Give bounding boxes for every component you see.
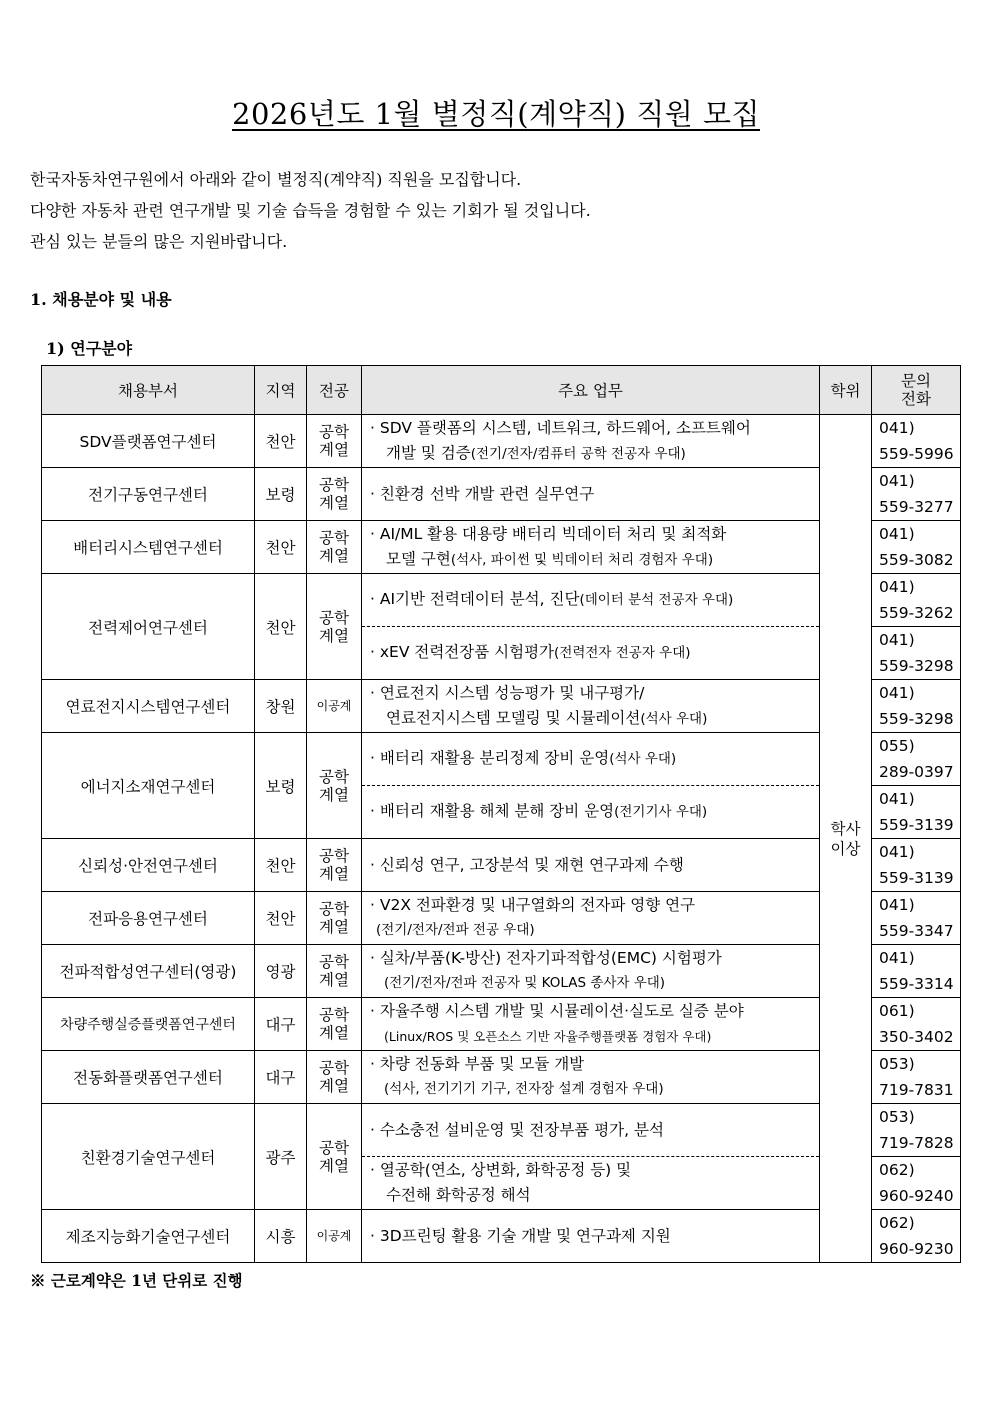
- contact-cell: 041) 559-3347: [872, 892, 961, 945]
- dept-cell: 차량주행실증플랫폼연구센터: [42, 998, 255, 1051]
- contact-cell: 041) 559-3277: [872, 468, 961, 521]
- dept-cell: 전파응용연구센터: [42, 892, 255, 945]
- contact-cell: 041) 559-3298: [872, 680, 961, 733]
- duty-cell: · 실차/부품(K-방산) 전자기파적합성(EMC) 시험평가 (전기/전자/전파 전공자 및 KOLAS 종사자 우대): [362, 945, 820, 998]
- contact-cell: 062) 960-9240: [872, 1157, 961, 1210]
- contract-note: ※ 근로계약은 1년 단위로 진행: [30, 1271, 243, 1290]
- major-cell: 공학 계열: [307, 1051, 362, 1104]
- major-cell: 공학 계열: [307, 998, 362, 1051]
- header-dept: 채용부서: [42, 366, 255, 415]
- region-cell: 창원: [255, 680, 307, 733]
- intro-line: 다양한 자동차 관련 연구개발 및 기술 습득을 경험할 수 있는 기회가 될 것입니다.: [30, 201, 591, 220]
- region-cell: 보령: [255, 733, 307, 839]
- duty-cell: · 자율주행 시스템 개발 및 시뮬레이션·실도로 실증 분야 (Linux/ROS 및 오픈소스 기반 자율주행플랫폼 경험자 우대): [362, 998, 820, 1051]
- subsection-heading: 1) 연구분야: [46, 339, 133, 358]
- dept-cell: 배터리시스템연구센터: [42, 521, 255, 574]
- intro-line: 관심 있는 분들의 많은 지원바랍니다.: [30, 232, 288, 251]
- dept-cell: 제조지능화기술연구센터: [42, 1210, 255, 1263]
- dept-cell: 전기구동연구센터: [42, 468, 255, 521]
- major-cell: 공학 계열: [307, 839, 362, 892]
- region-cell: 천안: [255, 521, 307, 574]
- dept-cell: 전파적합성연구센터(영광): [42, 945, 255, 998]
- region-cell: 천안: [255, 892, 307, 945]
- contact-cell: 041) 559-3298: [872, 627, 961, 680]
- table-row: [42, 415, 961, 468]
- region-cell: 천안: [255, 839, 307, 892]
- contact-cell: 041) 559-3262: [872, 574, 961, 627]
- contact-cell: 053) 719-7831: [872, 1051, 961, 1104]
- duty-cell: · xEV 전력전장품 시험평가(전력전자 전공자 우대): [362, 627, 820, 680]
- section-heading: 1. 채용분야 및 내용: [30, 290, 172, 309]
- duty-cell: · 수소충전 설비운영 및 전장부품 평가, 분석: [362, 1104, 820, 1157]
- duty-cell: · SDV 플랫폼의 시스템, 네트워크, 하드웨어, 소프트웨어 개발 및 검증(전기/전자/컴퓨터 공학 전공자 우대): [362, 415, 820, 468]
- duty-cell: · 신뢰성 연구, 고장분석 및 재현 연구과제 수행: [362, 839, 820, 892]
- region-cell: 대구: [255, 1051, 307, 1104]
- major-cell: 공학 계열: [307, 521, 362, 574]
- major-cell: 공학 계열: [307, 892, 362, 945]
- contact-cell: 041) 559-3139: [872, 786, 961, 839]
- major-cell: 공학 계열: [307, 415, 362, 468]
- dept-cell: 에너지소재연구센터: [42, 733, 255, 839]
- dept-cell: SDV플랫폼연구센터: [42, 415, 255, 468]
- region-cell: 대구: [255, 998, 307, 1051]
- major-cell: 이공계: [307, 1210, 362, 1263]
- header-contact: 문의 전화: [872, 366, 961, 415]
- dept-cell: 신뢰성·안전연구센터: [42, 839, 255, 892]
- degree-cell: 학사 이상: [820, 415, 872, 1263]
- page-title: 2026년도 1월 별정직(계약직) 직원 모집: [232, 97, 760, 131]
- dept-cell: 전동화플랫폼연구센터: [42, 1051, 255, 1104]
- major-cell: 공학 계열: [307, 1104, 362, 1210]
- region-cell: 영광: [255, 945, 307, 998]
- header-degree: 학위: [820, 366, 872, 415]
- duty-cell: · V2X 전파환경 및 내구열화의 전자파 영향 연구 (전기/전자/전파 전공 우대): [362, 892, 820, 945]
- region-cell: 천안: [255, 574, 307, 680]
- dept-cell: 친환경기술연구센터: [42, 1104, 255, 1210]
- duty-cell: · 배터리 재활용 분리정제 장비 운영(석사 우대): [362, 733, 820, 786]
- major-cell: 이공계: [307, 680, 362, 733]
- duty-cell: · 연료전지 시스템 성능평가 및 내구평가/ 연료전지시스템 모델링 및 시뮬레이션(석사 우대): [362, 680, 820, 733]
- duty-cell: · 차량 전동화 부품 및 모듈 개발 (석사, 전기기기 기구, 전자장 설계 경험자 우대): [362, 1051, 820, 1104]
- contact-cell: 055) 289-0397: [872, 733, 961, 786]
- header-major: 전공: [307, 366, 362, 415]
- contact-cell: 061) 350-3402: [872, 998, 961, 1051]
- dept-cell: 연료전지시스템연구센터: [42, 680, 255, 733]
- contact-cell: 041) 559-3082: [872, 521, 961, 574]
- duty-cell: · 친환경 선박 개발 관련 실무연구: [362, 468, 820, 521]
- major-cell: 공학 계열: [307, 945, 362, 998]
- major-cell: 공학 계열: [307, 733, 362, 839]
- table-header-row: [42, 366, 961, 415]
- contact-cell: 041) 559-5996: [872, 415, 961, 468]
- duty-cell: · 3D프린팅 활용 기술 개발 및 연구과제 지원: [362, 1210, 820, 1263]
- header-duty: 주요 업무: [362, 366, 820, 415]
- contact-cell: 053) 719-7828: [872, 1104, 961, 1157]
- contact-cell: 062) 960-9230: [872, 1210, 961, 1263]
- intro-paragraph: [30, 164, 591, 257]
- region-cell: 천안: [255, 415, 307, 468]
- header-region: 지역: [255, 366, 307, 415]
- contact-cell: 041) 559-3139: [872, 839, 961, 892]
- duty-cell: · AI기반 전력데이터 분석, 진단(데이터 분석 전공자 우대): [362, 574, 820, 627]
- duty-cell: · 배터리 재활용 해체 분해 장비 운영(전기기사 우대): [362, 786, 820, 839]
- major-cell: 공학 계열: [307, 574, 362, 680]
- contact-cell: 041) 559-3314: [872, 945, 961, 998]
- duty-cell: · AI/ML 활용 대용량 배터리 빅데이터 처리 및 최적화 모델 구현(석사, 파이썬 및 빅데이터 처리 경험자 우대): [362, 521, 820, 574]
- region-cell: 광주: [255, 1104, 307, 1210]
- dept-cell: 전력제어연구센터: [42, 574, 255, 680]
- recruitment-table: [41, 365, 961, 1263]
- duty-cell: · 열공학(연소, 상변화, 화학공정 등) 및 수전해 화학공정 해석: [362, 1157, 820, 1210]
- major-cell: 공학 계열: [307, 468, 362, 521]
- intro-line: 한국자동차연구원에서 아래와 같이 별정직(계약직) 직원을 모집합니다.: [30, 170, 522, 189]
- region-cell: 시흥: [255, 1210, 307, 1263]
- region-cell: 보령: [255, 468, 307, 521]
